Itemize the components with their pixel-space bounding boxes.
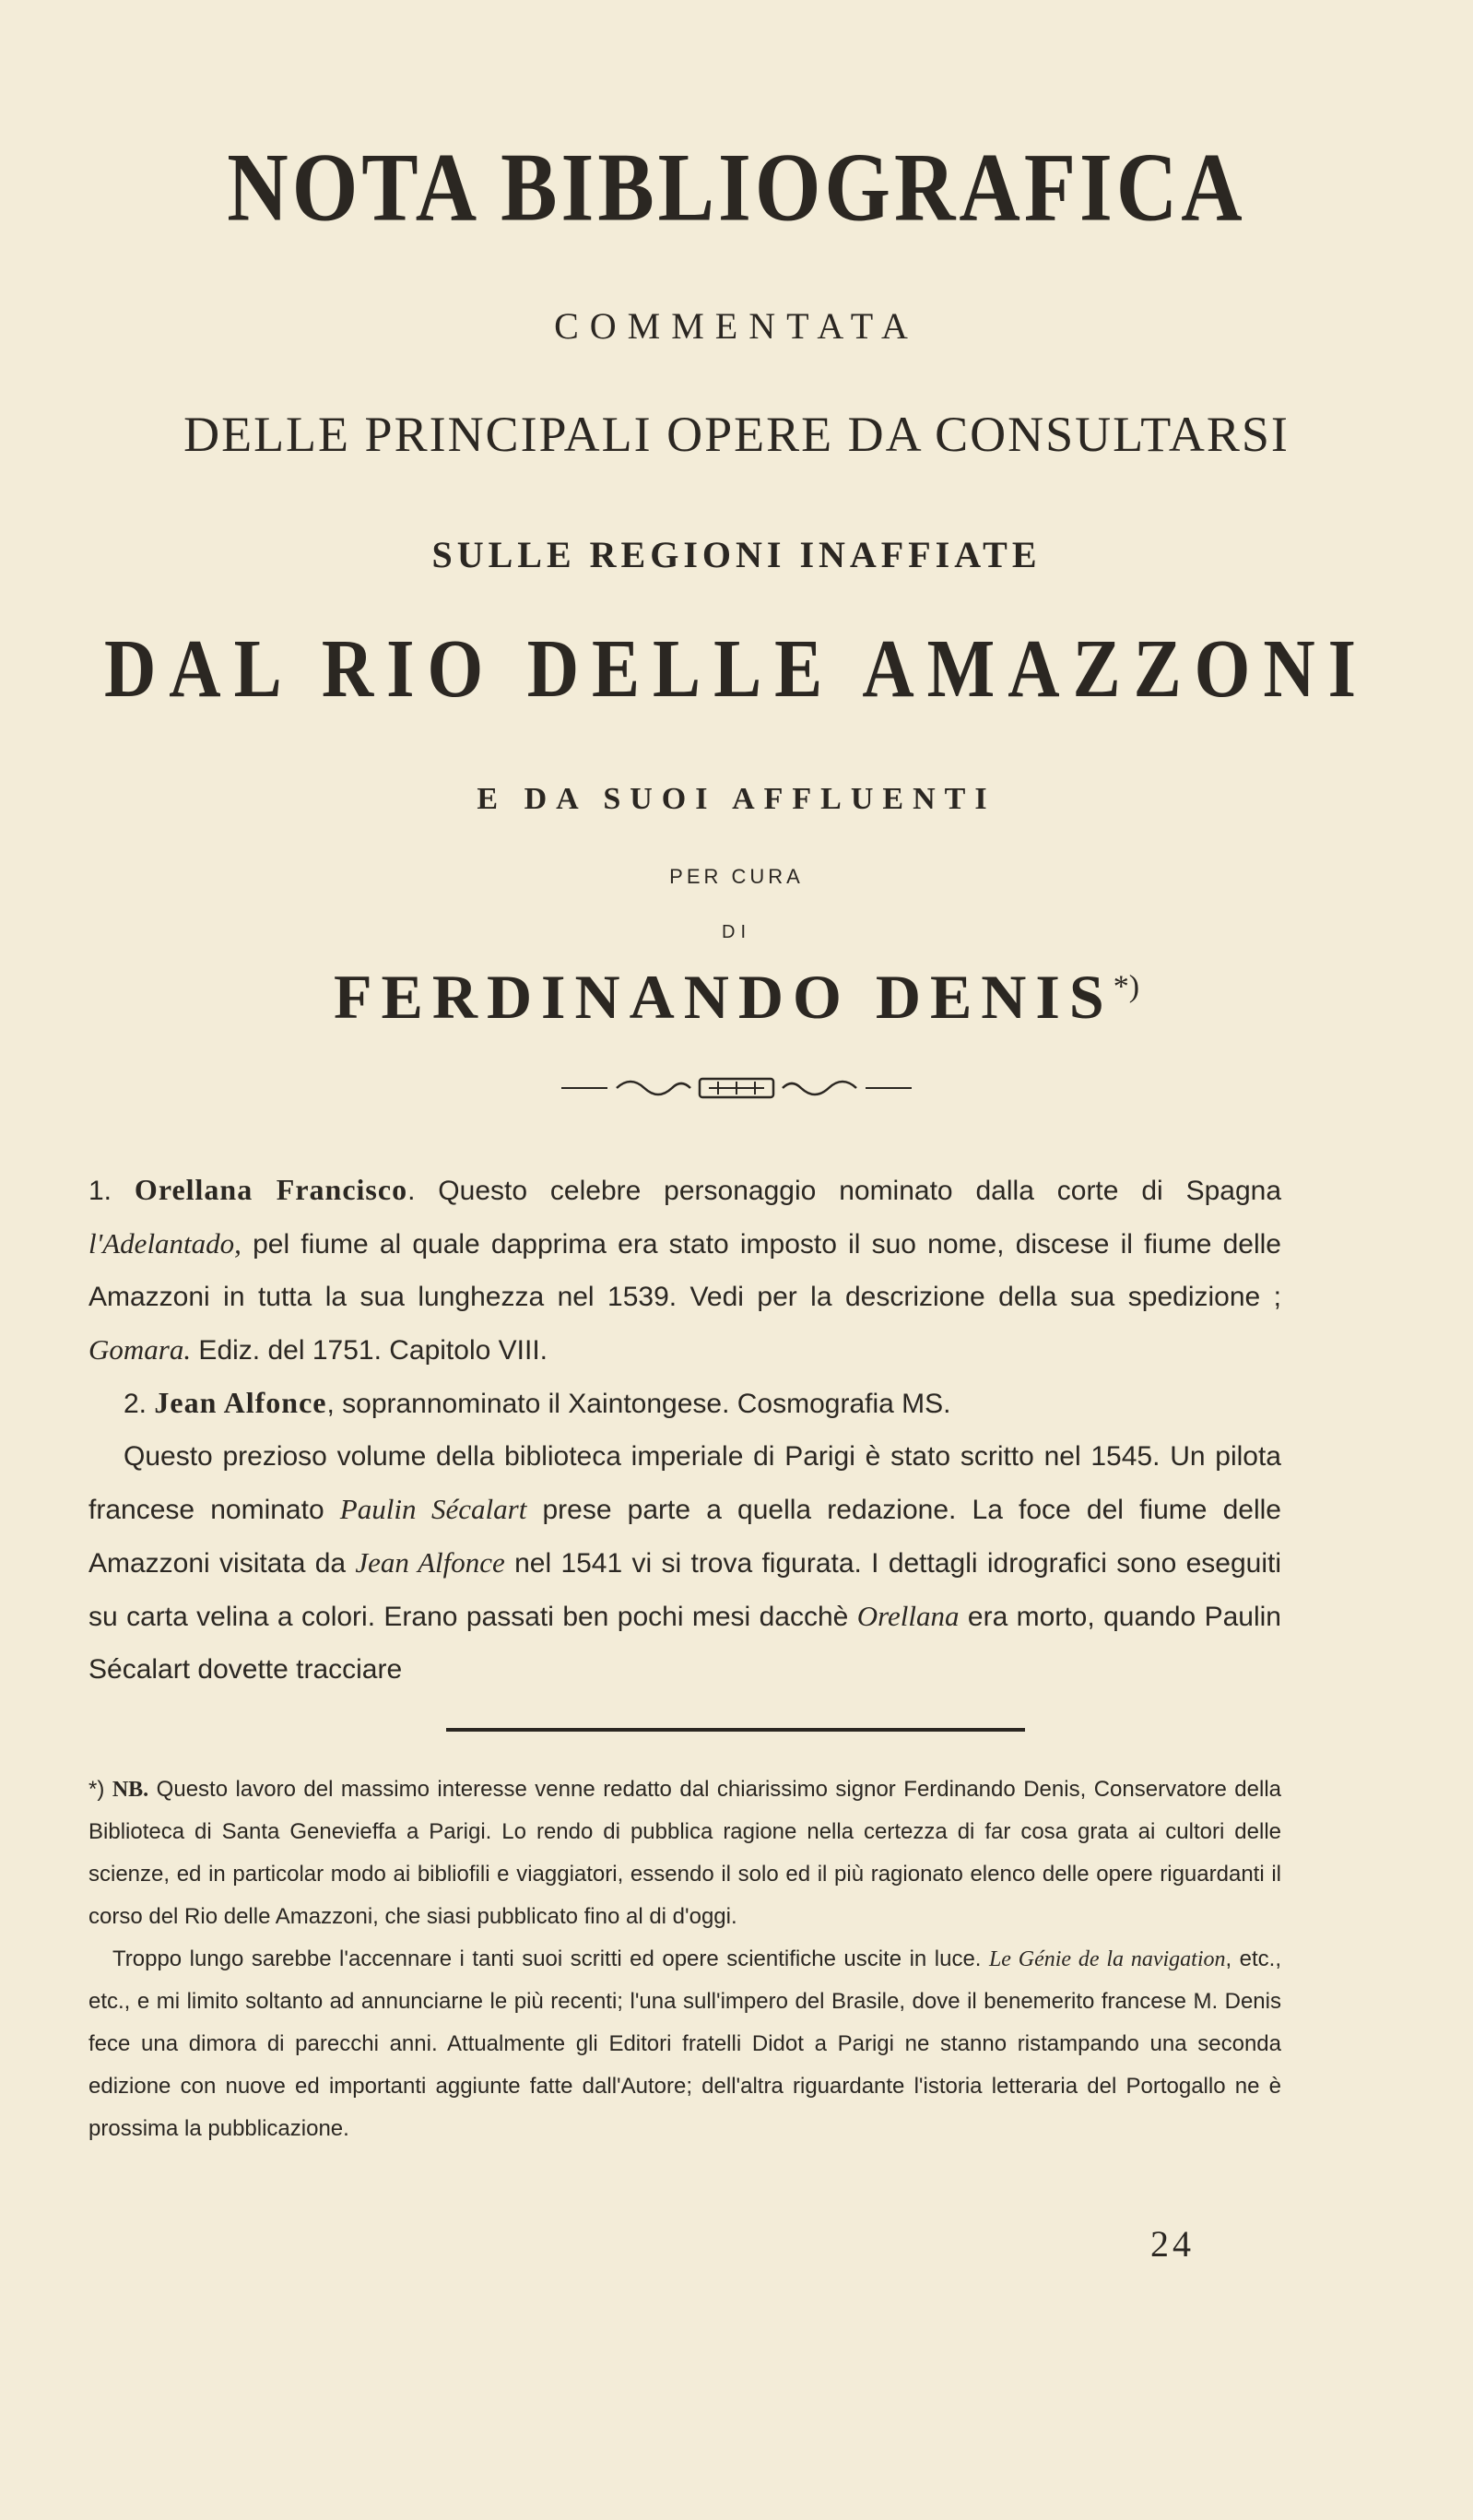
entry-2-desc-text-c: nel 1541 vi si trova figurata. I dettagli idrografici sono eseguiti su carta velina a colori. Erano passati ben pochi mesi dacchè xyxy=(88,1548,1281,1632)
entry-1 xyxy=(88,1164,1281,1377)
footnotes xyxy=(88,1769,1281,2150)
title-regioni: SULLE REGIONI INAFFIATE xyxy=(431,534,1042,575)
entry-2-number: 2. xyxy=(124,1389,147,1419)
entry-1-number: 1. xyxy=(88,1176,112,1206)
bibliography-body xyxy=(88,1164,1281,1696)
entry-1-italic-gomara: Gomara. xyxy=(88,1333,192,1366)
title-author xyxy=(0,961,1473,1034)
author-footnote-mark: *) xyxy=(1113,969,1140,1004)
title-commentata: COMMENTATA xyxy=(554,305,919,347)
entry-1-text-b: pel fiume al quale dapprima era stato imposto il suo nome, discese il fiume delle Amazzoni in tutta la sua lunghezza nel 1539. Vedi per la descrizione della sua spedizione ; xyxy=(88,1229,1281,1312)
footnote-1-mark: *) xyxy=(88,1777,105,1802)
footnote-1-nb: NB. xyxy=(112,1778,149,1802)
footnote-2-text-a: Troppo lungo sarebbe l'accennare i tanti suoi scritti ed opere scientifiche uscite in luce. xyxy=(112,1946,989,1971)
entry-1-italic-adelantado: l'Adelantado, xyxy=(88,1227,242,1260)
footnote-2-text-b: , etc., etc., e mi limito soltanto ad annunciarne le più recenti; l'una sull'impero del Brasile, dove il benemerito francese M. Denis fece una dimora di parecchi anni. Attualmente gli Editori fratelli Didot a Parigi ne stanno ristampando una seconda edizione con nuove ed importanti aggiunte fatte dall'Autore; dell'altra riguardante l'istoria letteraria del Portogallo ne è prossima la pubblicazione. xyxy=(88,1946,1282,2141)
entry-2-desc-text-b: prese parte a quella redazione. La foce del fiume delle Amazzoni visitata da xyxy=(88,1495,1281,1579)
entry-2 xyxy=(88,1377,1281,1430)
page-number: 24 xyxy=(1150,2223,1195,2265)
entry-1-text-a: . Questo celebre personaggio nominato dalla corte di Spagna xyxy=(407,1176,1282,1206)
entry-2-description xyxy=(88,1430,1281,1696)
entry-2-italic-paulin: Paulin Sécalart xyxy=(339,1493,527,1525)
title-rio-amazzoni: DAL RIO DELLE AMAZZONI xyxy=(103,621,1370,715)
title-main: NOTA BIBLIOGRAFICA xyxy=(227,133,1246,242)
author-name: FERDINANDO DENIS xyxy=(333,962,1114,1032)
footnote-divider xyxy=(446,1728,1025,1732)
entry-2-text-a: , soprannominato il Xaintongese. Cosmografia MS. xyxy=(326,1389,951,1419)
footnote-1-text: Questo lavoro del massimo interesse venne redatto dal chiarissimo signor Ferdinando Denis, Conservatore della Biblioteca di Santa Genevieffa a Parigi. Lo rendo di pubblica ragione nella certezza di far cosa grata ai cultori delle scienze, ed in particolar modo ai bibliofili e viaggiatori, essendo il solo ed il più ragionato elenco delle opere riguardanti il corso del Rio delle Amazzoni, che siasi pubblicato fino al di d'oggi. xyxy=(88,1777,1281,1929)
title-affluenti: E DA SUOI AFFLUENTI xyxy=(477,782,996,816)
ornament-divider-icon xyxy=(552,1071,921,1105)
entry-1-author: Orellana Francisco xyxy=(134,1173,408,1206)
title-per-cura: PER CURA xyxy=(669,865,804,888)
footnote-2 xyxy=(88,1938,1281,2150)
entry-2-author: Jean Alfonce xyxy=(154,1386,327,1419)
entry-1-text-c: Ediz. del 1751. Capitolo VIII. xyxy=(191,1335,548,1366)
title-principali-opere: DELLE PRINCIPALI OPERE DA CONSULTARSI xyxy=(183,407,1290,462)
entry-2-italic-orellana: Orellana xyxy=(856,1600,960,1632)
entry-2-desc-text-a: Questo prezioso volume della biblioteca imperiale di Parigi è stato scritto nel 1545. Un pilota francese nominato xyxy=(88,1441,1281,1525)
footnote-2-italic-title: Le Génie de la navigation xyxy=(988,1947,1226,1971)
entry-2-desc-text-d: era morto, quando Paulin Sécalart dovette tracciare xyxy=(88,1602,1281,1685)
footnote-1 xyxy=(88,1769,1281,1938)
title-di: DI xyxy=(722,922,751,942)
entry-2-italic-jean: Jean Alfonce xyxy=(355,1546,505,1579)
